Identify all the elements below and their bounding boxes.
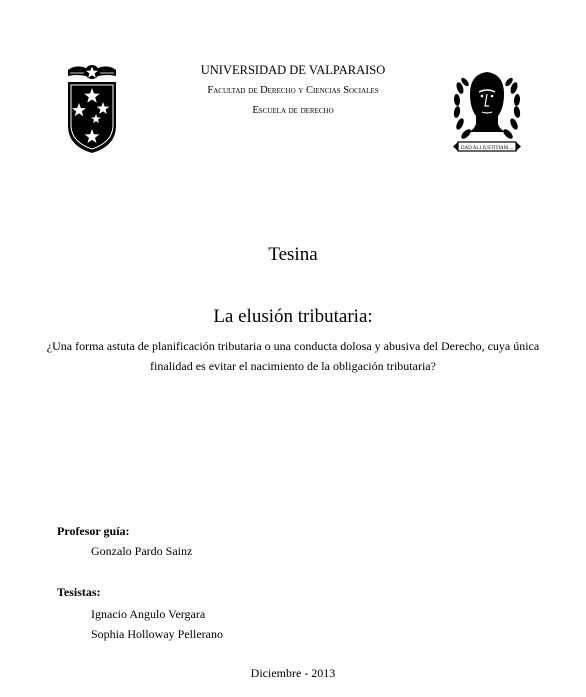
school-name: Escuela de derecho: [252, 105, 334, 116]
thesis-title: La elusión tributaria:: [213, 306, 373, 327]
authors-label: Tesistas:: [57, 585, 101, 599]
laurel-head-seal-icon: [452, 68, 522, 160]
submission-date: Diciembre - 2013: [250, 666, 336, 680]
university-name: UNIVERSIDAD DE VALPARAISO: [200, 63, 386, 77]
author-name: Sophia Holloway Pellerano: [91, 627, 223, 641]
seal-motto: DAD ALI JUSTITIAM ...: [460, 146, 514, 151]
thesis-subtitle: ¿Una forma astuta de planificación tributaria o una conducta dolosa y abusiva del Derecho, cuya única finalidad es evitar el nacimiento de la obligación tributaria?: [46, 339, 540, 373]
document-type: Tesina: [268, 244, 318, 265]
faculty-name: Facultad de Derecho y Ciencias Sociales: [207, 85, 379, 96]
advisor-name: Gonzalo Pardo Sainz: [91, 544, 193, 558]
author-name: Ignacio Angulo Vergara: [91, 607, 206, 621]
advisor-label: Profesor guía:: [57, 524, 130, 538]
